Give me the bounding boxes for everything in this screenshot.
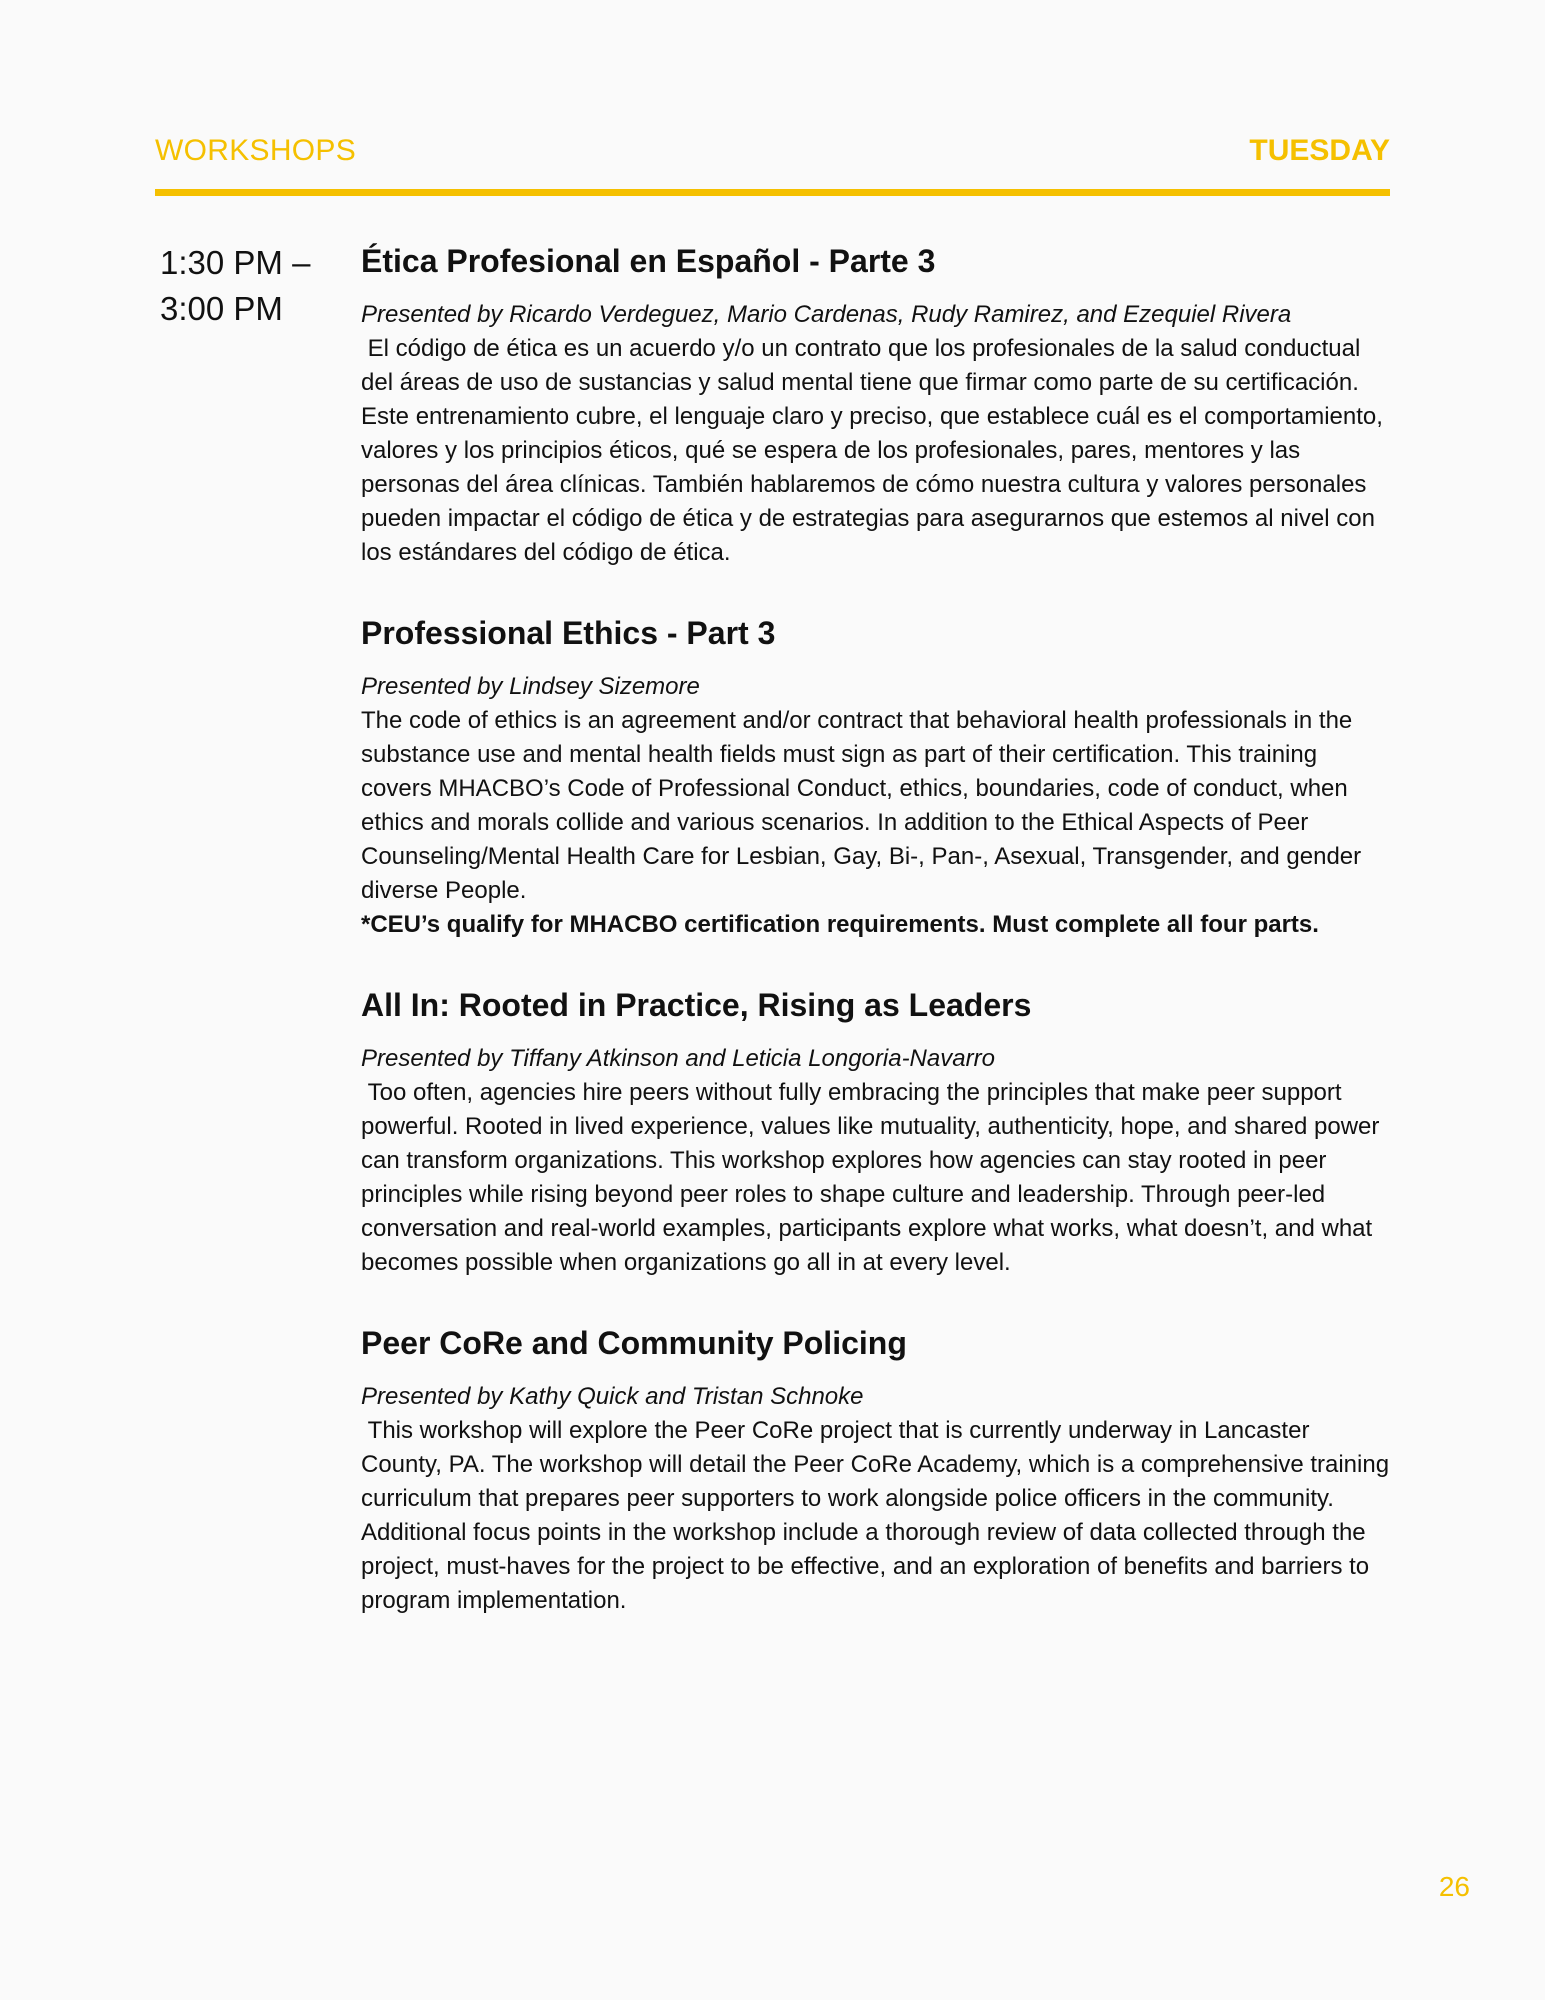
session-peer-core <box>361 1320 1396 1618</box>
time-slot <box>160 240 360 332</box>
session-presenters: Presented by Kathy Quick and Tristan Schnoke <box>361 1383 864 1410</box>
day-label: TUESDAY <box>1249 134 1390 167</box>
header-divider <box>155 189 1390 196</box>
session-presenters: Presented by Tiffany Atkinson and Leticia Longoria-Navarro <box>361 1045 995 1072</box>
session-description: The code of ethics is an agreement and/or contract that behavioral health professionals in the substance use and mental health fields must sign as part of their certification. This training covers MHACBO’s Code of Professional Conduct, ethics, boundaries, code of conduct, when ethics and morals collide and various scenarios. In addition to the Ethical Aspects of Peer Counseling/Mental Health Care for Lesbian, Gay, Bi-, Pan-, Asexual, Transgender, and gender diverse People. <box>361 707 1368 904</box>
session-description: Too often, agencies hire peers without fully embracing the principles that make peer support powerful. Rooted in lived experience, values like mutuality, authenticity, hope, and shared power can transform organizations. This workshop explores how agencies can stay rooted in peer principles while rising beyond peer roles to shape culture and leadership. Through peer-led conversation and real-world examples, participants explore what works, what doesn’t, and what becomes possible when organizations go all in at every level. <box>361 1079 1387 1276</box>
session-all-in <box>361 982 1393 1280</box>
session-title: Ética Profesional en Español - Parte 3 <box>361 243 936 279</box>
sessions-list <box>361 238 1396 1658</box>
session-presenters: Presented by Lindsey Sizemore <box>361 673 700 700</box>
page-number: 26 <box>1438 1871 1470 1902</box>
session-etica-profesional <box>361 238 1393 570</box>
time-start: 1:30 PM – <box>160 244 311 281</box>
session-description: El código de ética es un acuerdo y/o un contrato que los profesionales de la salud conductual del áreas de uso de sustancias y salud mental tiene que firmar como parte de su certificación. Este entrenamiento cubre, el lenguaje claro y preciso, que establece cuál es el comportamiento, valores y los principios éticos, qué se espera de los profesionales, pares, mentores y las personas del área clínicas. También hablaremos de cómo nuestra cultura y valores personales pueden impactar el código de ética y de estrategias para asegurarnos que estemos al nivel con los estándares del código de ética. <box>361 335 1390 566</box>
page-header <box>155 134 1390 174</box>
section-label: WORKSHOPS <box>155 134 357 167</box>
session-presenters: Presented by Ricardo Verdeguez, Mario Cardenas, Rudy Ramirez, and Ezequiel Rivera <box>361 301 1292 328</box>
session-title: Professional Ethics - Part 3 <box>361 615 776 651</box>
session-professional-ethics <box>361 610 1393 942</box>
ceu-note: *CEU’s qualify for MHACBO certification requirements. Must complete all four parts. <box>361 911 1319 938</box>
session-title: Peer CoRe and Community Policing <box>361 1325 907 1361</box>
session-title: All In: Rooted in Practice, Rising as Leaders <box>361 987 1032 1023</box>
time-end: 3:00 PM <box>160 290 283 327</box>
session-description: This workshop will explore the Peer CoRe project that is currently underway in Lancaster County, PA. The workshop will detail the Peer CoRe Academy, which is a comprehensive training curriculum that prepares peer supporters to work alongside police officers in the community. Additional focus points in the workshop include a thorough review of data collected through the project, must-haves for the project to be effective, and an exploration of benefits and barriers to program implementation. <box>361 1417 1396 1614</box>
